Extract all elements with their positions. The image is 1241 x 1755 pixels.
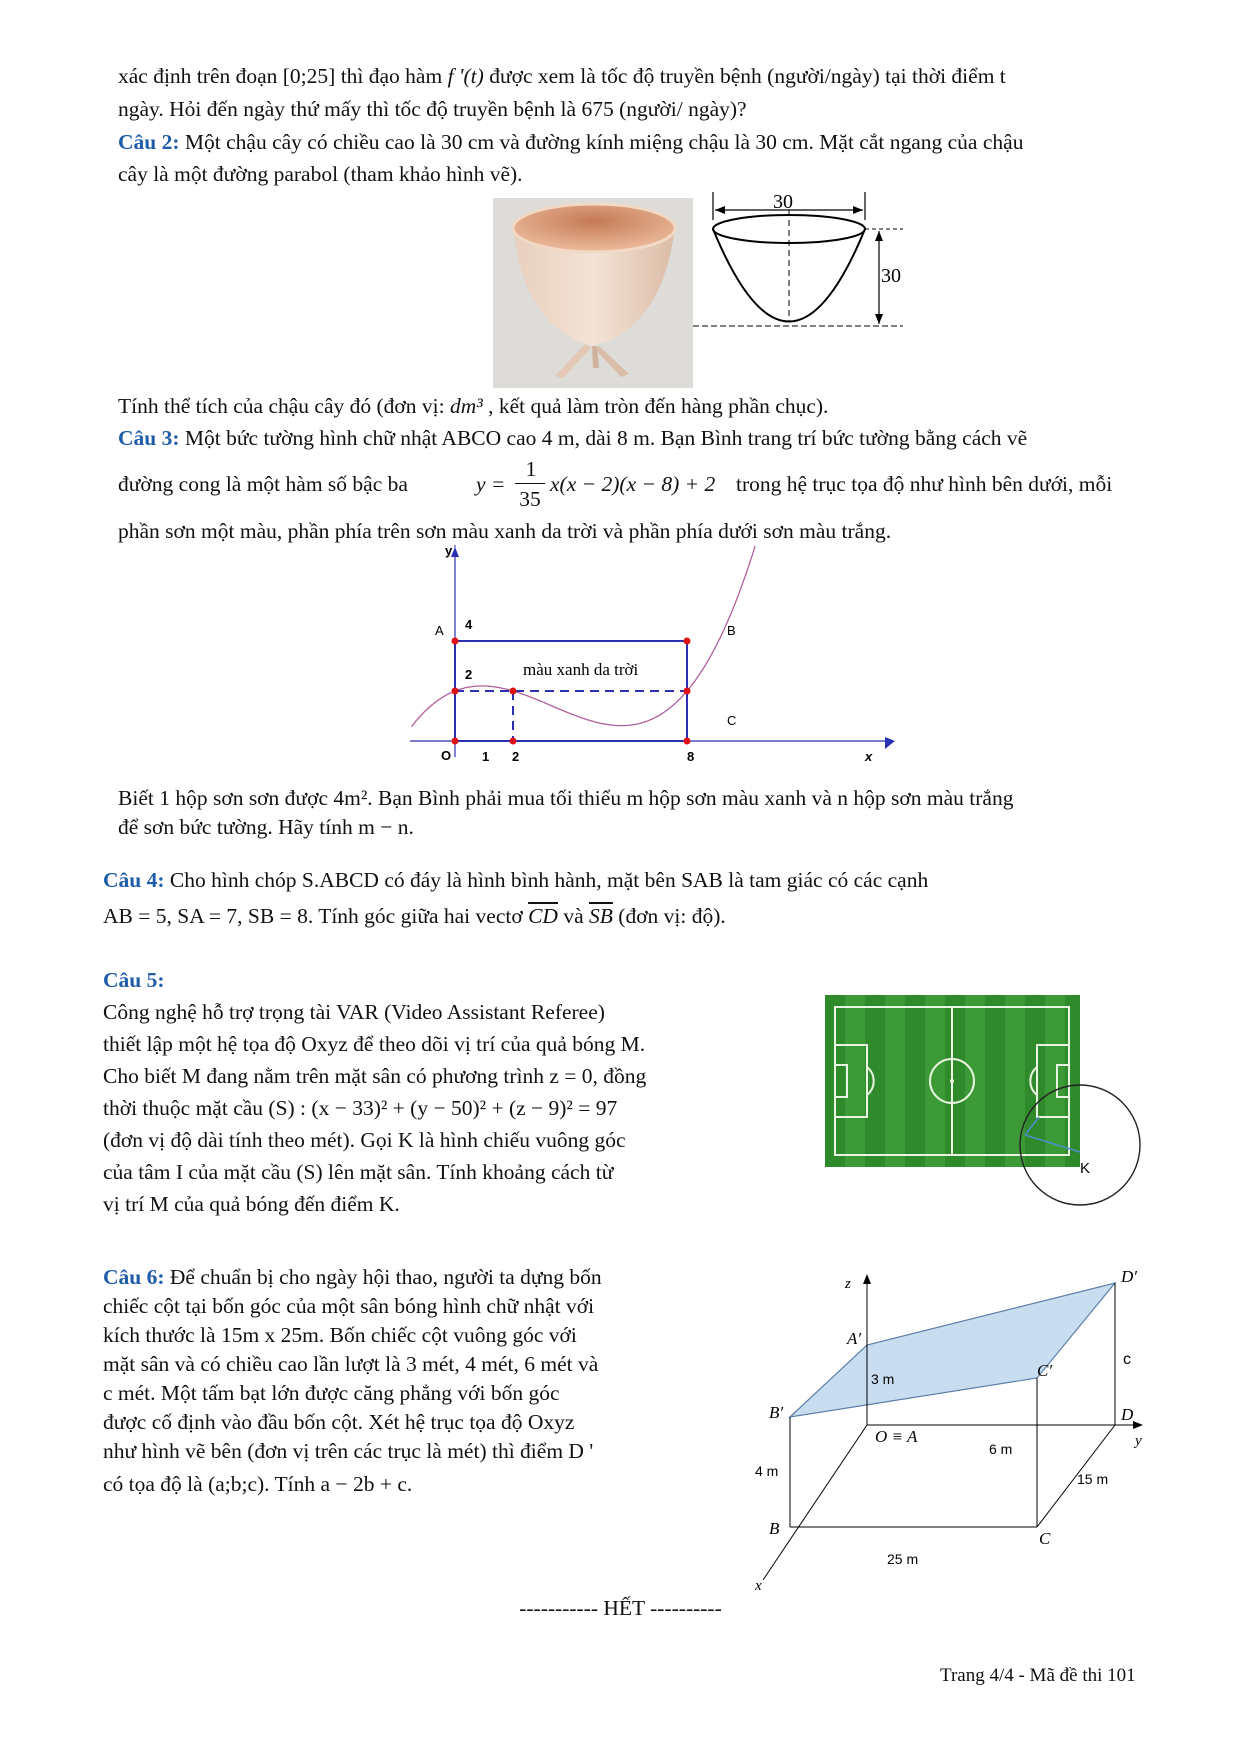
tick-8: 8: [687, 749, 695, 764]
width-15m: 15 m: [1077, 1471, 1109, 1487]
point-K-label: K: [1080, 1160, 1091, 1177]
q5-line: thời thuộc mặt cầu (S) : (x − 33)² + (y − 50)² + (z − 9)² = 97: [103, 1096, 618, 1120]
q3-formula-num: 1: [525, 457, 537, 481]
q3-line2: [118, 455, 1122, 511]
q1-fprime: f '(t): [447, 64, 484, 88]
q1-line2: ngày. Hỏi đến ngày thứ mấy thì tốc độ truyền bệnh là 675 (người/ ngày)?: [118, 97, 747, 121]
point-C-label: C: [727, 713, 737, 728]
q2-text1: Một chậu cây có chiều cao là 30 cm và đường kính miệng chậu là 30 cm. Mặt cắt ngang của chậu: [184, 130, 1024, 154]
dashed-guides: [455, 691, 687, 741]
q4-label: Câu 4:: [103, 868, 165, 892]
point-B: [684, 638, 691, 645]
q5-line: của tâm I của mặt cầu (S) lên mặt sân. Tính khoảng cách từ: [103, 1160, 614, 1184]
point-A-label: A: [435, 623, 444, 638]
q2-pot-photo: [493, 198, 693, 388]
point-82: [684, 688, 691, 695]
q6-label: Câu 6:: [103, 1265, 165, 1289]
page-footer: Trang 4/4 - Mã đề thi 101: [940, 1665, 1136, 1686]
q2-question: [118, 392, 828, 420]
Dprime-label: D′: [1121, 1270, 1137, 1286]
q3-line3: phần sơn một màu, phần phía trên sơn màu xanh da trời và phần phía dưới sơn màu trắng.: [118, 519, 892, 543]
q2-parabola-diagram: [693, 190, 903, 390]
c-label: c: [1123, 1351, 1131, 1368]
q6-body: [103, 1263, 685, 1499]
q5-line: vị trí M của quả bóng đến điểm K.: [103, 1192, 400, 1216]
q4-text1: Cho hình chóp S.ABCD có đáy là hình bình hành, mặt bên SAB là tam giác có các cạnh: [169, 868, 929, 892]
q4-line1: [103, 866, 1122, 894]
q2-line2: cây là một đường parabol (tham khảo hình vẽ).: [118, 162, 523, 186]
point-O: [452, 738, 459, 745]
tick-4: 4: [465, 617, 473, 632]
q3-formula-rhs: x(x − 2)(x − 8) + 2: [550, 472, 716, 496]
height-3m: 3 m: [871, 1371, 895, 1387]
q6-line: mặt sân và có chiều cao lần lượt là 3 mét, 4 mét, 6 mét và: [103, 1352, 599, 1376]
length-25m: 25 m: [887, 1551, 919, 1567]
q3-text2-post: trong hệ trục tọa độ như hình bên dưới, mỗi: [736, 472, 1113, 496]
tarp-plane: [790, 1283, 1115, 1417]
point-C: [684, 738, 691, 745]
q2-unit: dm³: [449, 394, 483, 418]
tick-2-x: 2: [512, 749, 520, 764]
q2-line1: [118, 128, 1122, 156]
point-x2: [510, 738, 517, 745]
OA-label: O ≡ A: [875, 1427, 918, 1446]
q3-formula-lhs: y =: [476, 472, 506, 496]
q5-line: (đơn vị độ dài tính theo mét). Gọi K là hình chiếu vuông góc: [103, 1128, 626, 1152]
q3-line1: [118, 424, 1122, 452]
point-A: [452, 638, 459, 645]
q2-question-post: , kết quả làm tròn đến hàng phần chục).: [488, 394, 829, 418]
C-label: C: [1039, 1529, 1051, 1548]
point-B-label: B: [727, 623, 736, 638]
vector-CD: $\overline{CD}$: [528, 904, 558, 928]
q6-line: được cố định vào đầu bốn cột. Xét hệ trục tọa độ Oxyz: [103, 1410, 575, 1434]
q1-text-pre: xác định trên đoạn [0;25] thì đạo hàm: [118, 64, 443, 88]
q6-line: kích thước là 15m x 25m. Bốn chiếc cột vuông góc với: [103, 1323, 577, 1347]
tick-1: 1: [482, 749, 490, 764]
D-label: D: [1121, 1405, 1134, 1424]
z-axis-label: z: [845, 1276, 851, 1292]
q3-text2-pre: đường cong là một hàm số bậc ba: [118, 472, 408, 496]
q5-line: Cho biết M đang nằm trên mặt sân có phương trình z = 0, đồng: [103, 1064, 647, 1088]
q6-3d-figure: [755, 1270, 1185, 1590]
q6-line: như hình vẽ bên (đơn vị trên các trục là mét) thì điểm D ': [103, 1439, 594, 1463]
q5-body: [103, 996, 738, 1220]
q4-line2: [103, 902, 726, 930]
q2-width-label: 30: [773, 191, 793, 213]
q5-soccer-field: [825, 995, 1155, 1225]
point-22: [510, 688, 517, 695]
Cprime-label: C′: [1037, 1361, 1053, 1380]
q6-line: chiếc cột tại bốn góc của một sân bóng hình chữ nhật với: [103, 1294, 595, 1318]
q5-line: thiết lập một hệ tọa độ Oxyz để theo dõi vị trí của quả bóng M.: [103, 1032, 646, 1056]
q3-text1: Một bức tường hình chữ nhật ABCO cao 4 m, dài 8 m. Bạn Bình trang trí bức tường bằng cách vẽ: [184, 426, 1028, 450]
q3-cubic-graph: [405, 545, 910, 765]
q4-and: và: [563, 904, 584, 928]
q2-height-label: 30: [881, 265, 901, 287]
origin-label: O: [441, 748, 452, 763]
height-6m: 6 m: [989, 1441, 1013, 1457]
y-axis-label: y: [445, 545, 453, 558]
q6-line: c mét. Một tấm bạt lớn được căng phẳng với bốn góc: [103, 1381, 560, 1405]
q6-line: Để chuẩn bị cho ngày hội thao, người ta dựng bốn: [169, 1265, 602, 1289]
q4-text2-post: (đơn vị: độ).: [618, 904, 726, 928]
vector-SB: $\overline{SB}$: [589, 904, 613, 928]
region-label: màu xanh da trời: [523, 660, 639, 679]
q3-line4: Biết 1 hộp sơn sơn được 4m². Bạn Bình phải mua tối thiểu m hộp sơn màu xanh và n hộp sơn màu trắng: [118, 786, 1014, 810]
cubic-curve: [412, 546, 756, 727]
Aprime-label: A′: [847, 1329, 862, 1348]
q3-line5: để sơn bức tường. Hãy tính m − n.: [118, 815, 414, 839]
q6-line: có tọa độ là (a;b;c). Tính a − 2b + c.: [103, 1472, 413, 1496]
Bprime-label: B′: [769, 1403, 784, 1422]
q2-label: Câu 2:: [118, 130, 180, 154]
q3-formula-den: 35: [519, 487, 541, 511]
end-mark: ----------- HẾT ----------: [519, 1596, 722, 1620]
tick-2-y: 2: [465, 667, 473, 682]
q3-fraction-bar: [515, 483, 545, 484]
q5-label: Câu 5:: [103, 968, 165, 992]
x-axis-label-3d: x: [755, 1578, 762, 1590]
q1-line1: [118, 62, 1122, 90]
q2-question-pre: Tính thể tích của chậu cây đó (đơn vị:: [118, 394, 445, 418]
point-y2: [452, 688, 459, 695]
q5-line: Công nghệ hỗ trợ trọng tài VAR (Video Assistant Referee): [103, 1000, 605, 1024]
x-axis-label: x: [865, 749, 873, 764]
q1-text-post: được xem là tốc độ truyền bệnh (người/ngày) tại thời điểm t: [489, 64, 1006, 88]
q4-text2-pre: AB = 5, SA = 7, SB = 8. Tính góc giữa hai vectơ: [103, 904, 523, 928]
y-axis-label-3d: y: [1135, 1433, 1142, 1449]
height-4m: 4 m: [755, 1463, 779, 1479]
B-label: B: [769, 1519, 780, 1538]
q3-label: Câu 3:: [118, 426, 180, 450]
